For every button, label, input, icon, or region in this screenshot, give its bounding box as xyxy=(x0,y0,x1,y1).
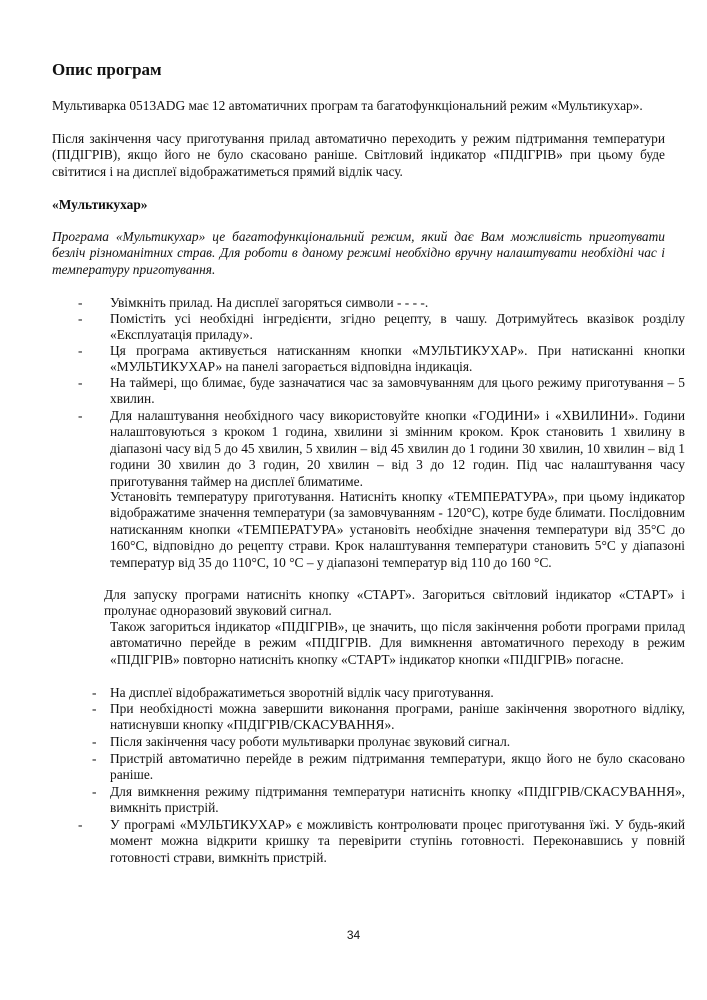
list-item: Після закінчення часу роботи мультиварки пролунає звуковий сигнал. xyxy=(110,734,511,749)
bullet-dash: - xyxy=(92,734,97,749)
bullet-dash: - xyxy=(78,311,83,326)
list-item: На дисплеї відображатиметься зворотній відлік часу приготування. xyxy=(110,685,494,700)
start-paragraph: Для запуску програми натисніть кнопку «СТАРТ». Загориться світловий індикатор «СТАРТ» і пролунає одноразовий звуковий сигнал. xyxy=(104,587,685,619)
intro-paragraph-2: Після закінчення часу приготування прилад автоматично переходить у режим підтримання температури (ПІДІГРІВ), якщо його не було скасовано раніше. Світловий індикатор «ПІДІГРІВ» при цьому буде світитися і на дисплеї відображатиметься прямий відлік часу. xyxy=(52,131,665,179)
list-item: На таймері, що блимає, буде зазначатися час за замовчуванням для цього режиму приготування – 5 хвилин. xyxy=(110,375,685,407)
page-title: Опис програм xyxy=(52,60,162,79)
list-item: Увімкніть прилад. На дисплеї загоряться символи - - - -. xyxy=(110,295,429,310)
list-item: Для вимкнення режиму підтримання температури натисніть кнопку «ПІДІГРІВ/СКАСУВАННЯ», вимкніть пристрій. xyxy=(110,784,685,816)
bullet-dash: - xyxy=(92,751,97,766)
list-item: Помістіть усі необхідні інгредієнти, згідно рецепту, в чашу. Дотримуйтесь вказівок розділу «Експлуатація приладу». xyxy=(110,311,685,343)
list-item: Для налаштування необхідного часу використовуйте кнопки «ГОДИНИ» і «ХВИЛИНИ». Години налаштовуються з кроком 1 година, хвилини зі змінним кроком. Крок становить 1 хвилину в діапазоні часу від 5 до 45 хвилин, 5 хвилин – від 45 хвилин до 1 години 30 хвилин, 10 хвилин – від 1 години 30 хвилин до 3 годин, 20 хвилин – від 3 до 12 годин. Під час налаштування часу приготування таймер на дисплеї блиматиме. xyxy=(110,408,685,489)
list-item: Ця програма активується натисканням кнопки «МУЛЬТИКУХАР». При натисканні кнопки «МУЛЬТИКУХАР» на панелі загорається відповідна індикація. xyxy=(110,343,685,375)
bullet-dash: - xyxy=(78,295,83,310)
page-number: 34 xyxy=(346,928,361,942)
bullet-dash: - xyxy=(78,375,83,390)
section-description: Програма «Мультикухар» це багатофункціональний режим, який дає Вам можливість приготувати безліч різноманітних страв. Для роботи в даному режимі необхідно вручну налаштувати необхідні час і температуру приготування. xyxy=(52,229,665,277)
bullet-dash: - xyxy=(92,784,97,799)
bullet-dash: - xyxy=(78,817,83,832)
temperature-paragraph: Установіть температуру приготування. Натисніть кнопку «ТЕМПЕРАТУРА», при цьому індикатор відображатиме значення температури (за замовчуванням - 120°С), котре буде блимати. Послідовним натисканням кнопки «ТЕМПЕРАТУРА» установіть необхідне значення температури від 35°С до 160°С, відповідно до рецепту страви. Крок налаштування температури становить 5°С у діапазоні температур від 35 до 110°С, 10 °С – у діапазоні температур від 110 до 160 °С. xyxy=(110,489,685,570)
list-item: При необхідності можна завершити виконання програми, раніше закінчення зворотного відліку, натиснувши кнопку «ПІДІГРІВ/СКАСУВАННЯ». xyxy=(110,701,685,733)
bullet-dash: - xyxy=(92,701,97,716)
bullet-dash: - xyxy=(78,408,83,423)
heating-paragraph: Також загориться індикатор «ПІДІГРІВ», це значить, що після закінчення роботи програми прилад автоматично перейде в режим «ПІДІГРІВ. Для вимкнення автоматичного переходу в режим «ПІДІГРІВ» повторно натисніть кнопку «СТАРТ» індикатор кнопки «ПІДІГРІВ» погасне. xyxy=(110,619,685,667)
list-item: Пристрій автоматично перейде в режим підтримання температури, якщо його не було скасовано раніше. xyxy=(110,751,685,783)
bullet-dash: - xyxy=(92,685,97,700)
list-item: У програмі «МУЛЬТИКУХАР» є можливість контролювати процес приготування їжі. У будь-який момент можна відкрити кришку та перевірити ступінь готовності. Переконавшись у повній готовності страви, вимкніть пристрій. xyxy=(110,817,685,865)
bullet-dash: - xyxy=(78,343,83,358)
intro-paragraph-1: Мультиварка 0513ADG має 12 автоматичних програм та багатофункціональний режим «Мультикухар». xyxy=(52,98,643,113)
section-title: «Мультикухар» xyxy=(52,197,148,212)
